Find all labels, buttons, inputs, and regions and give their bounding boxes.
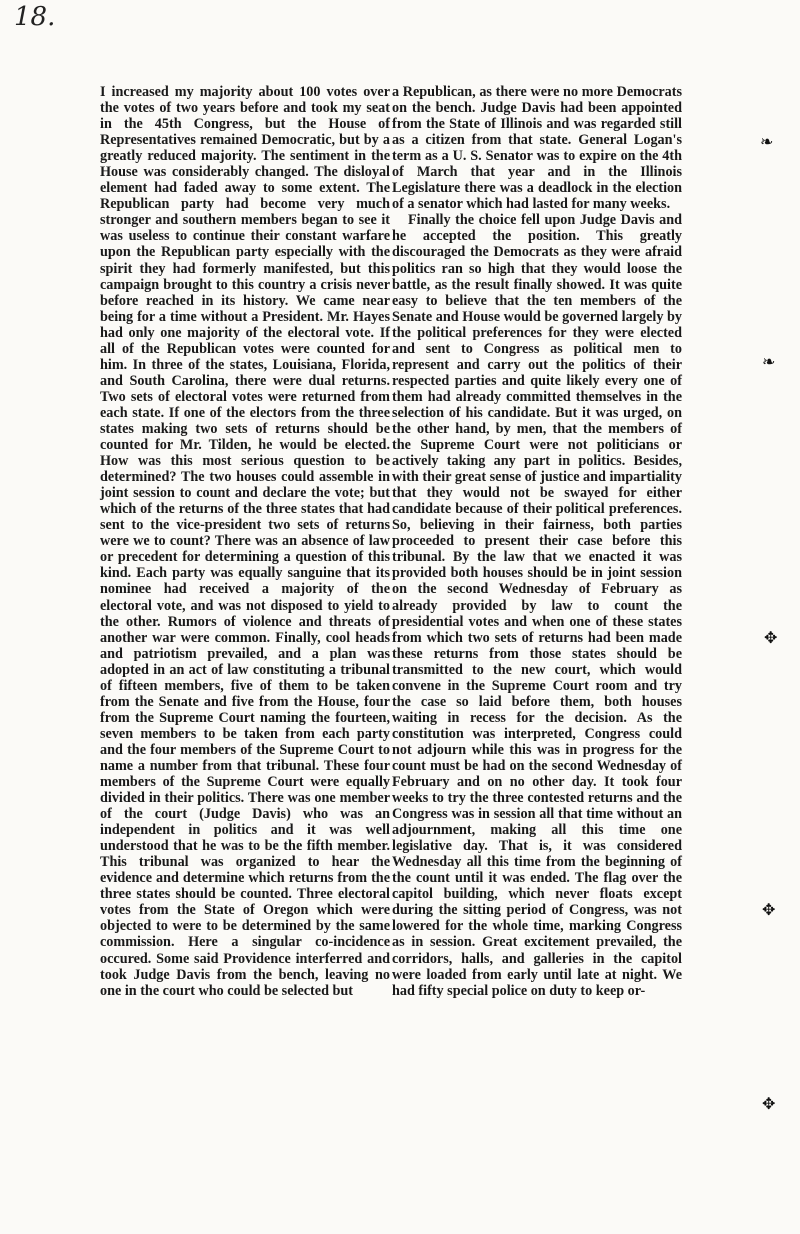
- right-column: [392, 84, 682, 999]
- margin-mark-icon: ❧: [760, 134, 774, 151]
- margin-mark-icon: ✥: [762, 902, 776, 919]
- left-paragraph-1: I increased my majority about 100 votes over the votes of two years before and took my seat in the 45th Congress, but the House of Representatives remained Democratic, but by a greatly reduced majority. The sentiment in the House was considerably changed. The disloyal element had faded away to some extent. The Republican party had become very much stronger and southern members began to see it was useless to continue their constant warfare upon the Republican party especially with the spirit they had formerly manifested, but this campaign brought to this country a crisis never before reached in its history. We came near being for a time without a President. Mr. Hayes had only one majority of the electoral vote. If all of the Republican votes were counted for him. In three of the states, Louisiana, Florida, and South Carolina, there were dual returns. Two sets of electoral votes were returned from each state. If one of the electors from the three states making two sets of returns should be counted for Mr. Tilden, he would be elected. How was this most serious question to be determined? The two houses could assemble in joint session to count and declare the vote; but which of the returns of the three states that had sent to the vice-president two sets of returns were we to count? There was an absence of law or precedent for determining a question of this kind. Each party was equally sanguine that its nominee had received a majority of the electoral vote, and was not disposed to yield to the other. Rumors of violence and threats of another war were common. Finally, cool heads and patriotism prevailed, and a plan was adopted in an act of law constituting a tribunal of fifteen members, five of them to be taken from the Senate and five from the House, four from the Supreme Court naming the fourteen, seven members to be taken from each party and the four members of the Supreme Court to name a number from that tribunal. These four members of the Supreme Court were equally divided in their politics. There was one member of the court (Judge Davis) who was an independent in politics and it was well understood that he was to be the fifth member. This tribunal was organized to hear the evidence and determine which returns from the three states should be counted. Three electoral votes from the State of Oregon which were objected to were to be determined by the same commission. Here a singular co-incidence occured. Some said Providence interferred and took Judge Davis from the bench, leaving no one in the court who could be selected but: [100, 84, 390, 999]
- left-column: [100, 84, 390, 999]
- margin-mark-icon: ✥: [764, 630, 778, 647]
- margin-mark-icon: ❧: [762, 354, 776, 371]
- right-paragraph-1: a Republican, as there were no more Democrats on the bench. Judge Davis had been appointed from the State of Illinois and was regarded still as a citizen from that state. General Logan's term as a U. S. Senator was to expire on the 4th of March that year and in the Illinois Legislature there was a deadlock in the election of a senator which had lasted for many weeks.: [392, 84, 682, 213]
- margin-mark-icon: ✥: [762, 1096, 776, 1113]
- right-paragraph-2: Finally the choice fell upon Judge Davis and he accepted the position. This greatly discouraged the Democrats as they were afraid politics ran so high that they would loose the battle, as the result finally showed. It was quite easy to believe that the ten members of the Senate and House would be governed largely by the political preferences for they were elected and sent to Congress as political men to represent and carry out the politics of their respected parties and quite likely every one of them had already committed themselves in the selection of his candidate. But it was urged, on the other hand, by men, that the members of the Supreme Court were not politicians or actively taking any part in politics. Besides, with their great sense of justice and impartiality that they would not be swayed for either candidate because of their political preferences. So, believing in their fairness, both parties proceeded to present their case before this tribunal. By the law that we enacted it was provided both houses should be in joint session on the second Wednesday of February as already provided by law to count the presidential votes and when one of these states from which two sets of returns had been made these returns from those states should be transmitted to the new court, which would convene in the Supreme Court room and try the case so laid before them, both houses waiting in recess for the decision. As the constitution was interpreted, Congress could not adjourn while this was in progress for the count must be had on the second Wednesday of February and on no other day. It took four weeks to try the three contested returns and the Congress was in session all that time without an adjournment, making all this time one legislative day. That is, it was considered Wednesday all this time from the beginning of the count until it was ended. The flag over the capitol building, which never floats except during the sitting period of Congress, was not lowered for the whole time, marking Congress as in session. Great excitement prevailed, the corridors, halls, and galleries in the capitol were loaded from early until late at night. We had fifty special police on duty to keep or-: [392, 212, 682, 999]
- page-number: 18.: [14, 2, 56, 32]
